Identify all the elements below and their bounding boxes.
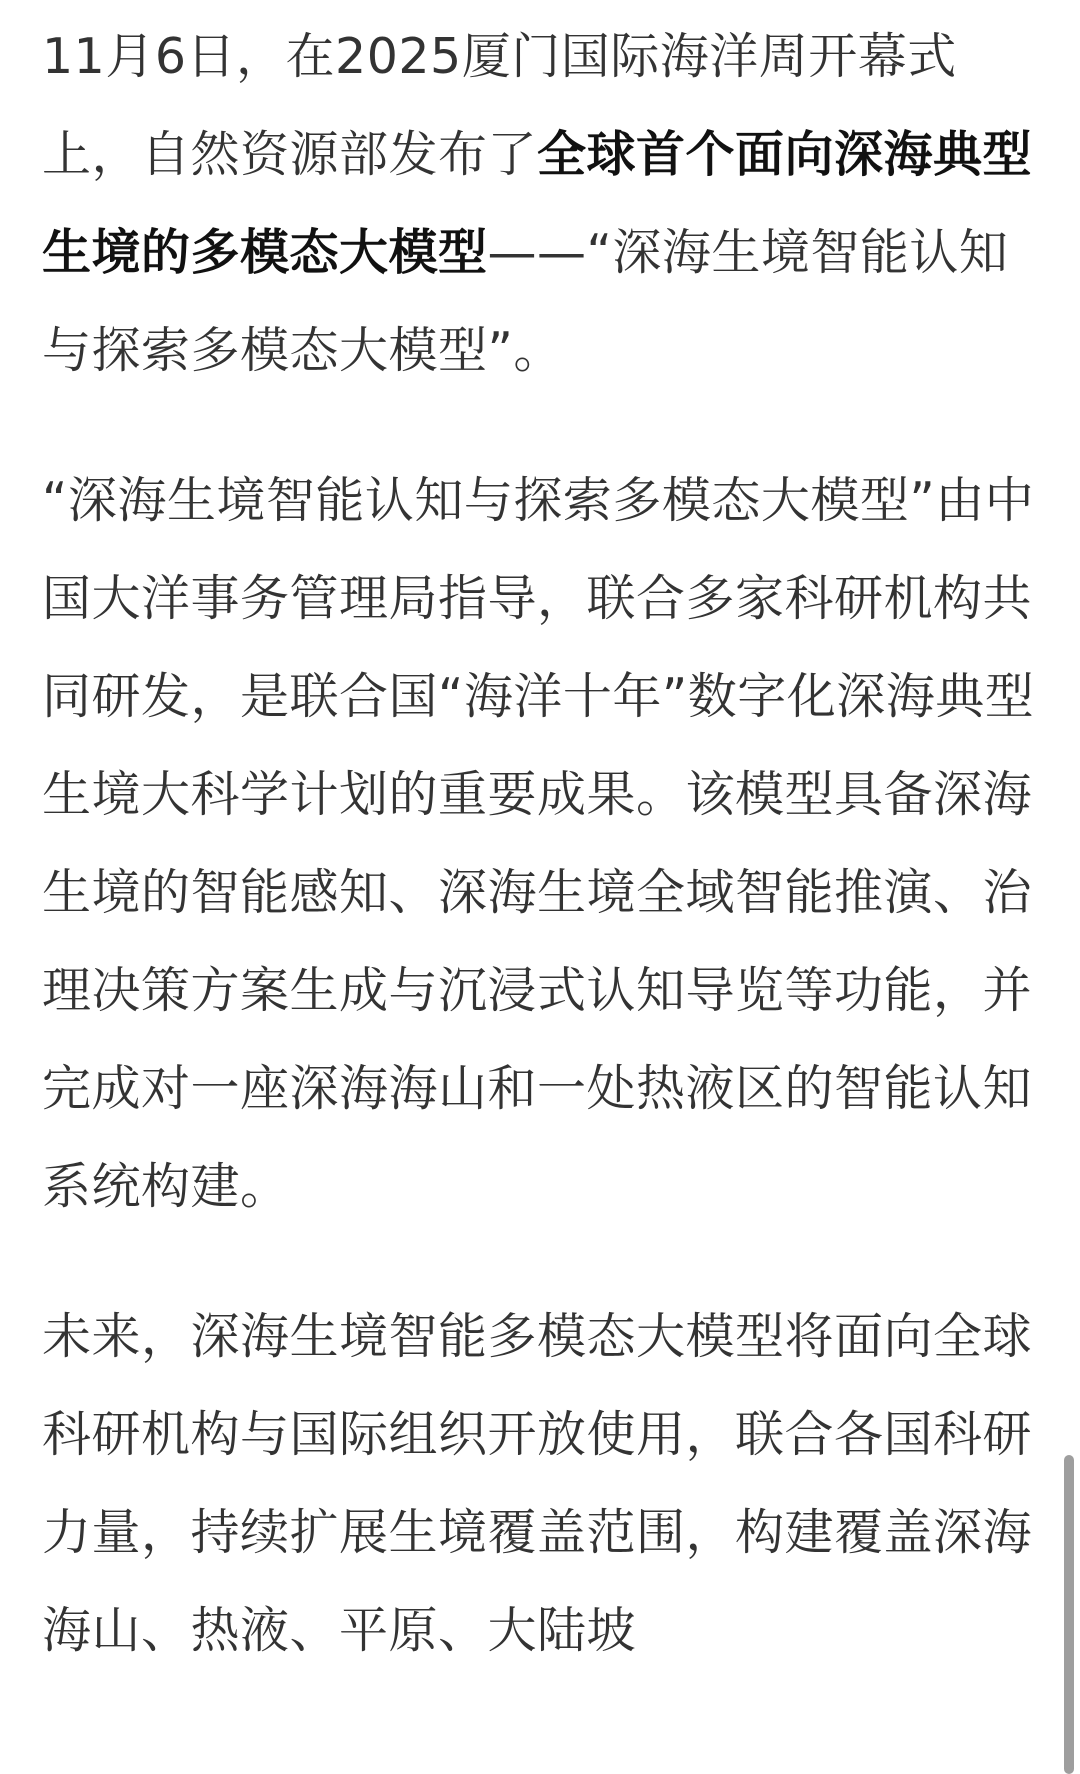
article-body [42,0,1042,1680]
article-paragraph-2: “深海生境智能认知与探索多模态大模型”由中国大洋事务管理局指导，联合多家科研机构共同研发，是联合国“海洋十年”数字化深海典型生境大科学计划的重要成果。该模型具备深海生境的智能感知、深海生境全域智能推演、治理决策方案生成与沉浸式认知导览等功能，并完成对一座深海海山和一处热液区的智能认知系统构建。 [42,472,1035,1215]
vertical-scrollbar[interactable] [1064,1455,1074,1774]
paragraph-1-intro-text: 11月6日，在2025厦门国际海洋周开幕式上，自然资源部发布了 [42,28,957,183]
paragraph-1-highlight-text: 全球首个面向深海典型生境的多模态大模型 [42,126,1033,281]
paragraph-1-outro-text: ——“深海生境智能认知与探索多模态大模型”。 [42,224,1009,379]
article-paragraph-3: 未来，深海生境智能多模态大模型将面向全球科研机构与国际组织开放使用，联合各国科研力量，持续扩展生境覆盖范围，构建覆盖深海海山、热液、平原、大陆坡 [42,1308,1033,1659]
article-paragraph-1 [42,8,1042,400]
